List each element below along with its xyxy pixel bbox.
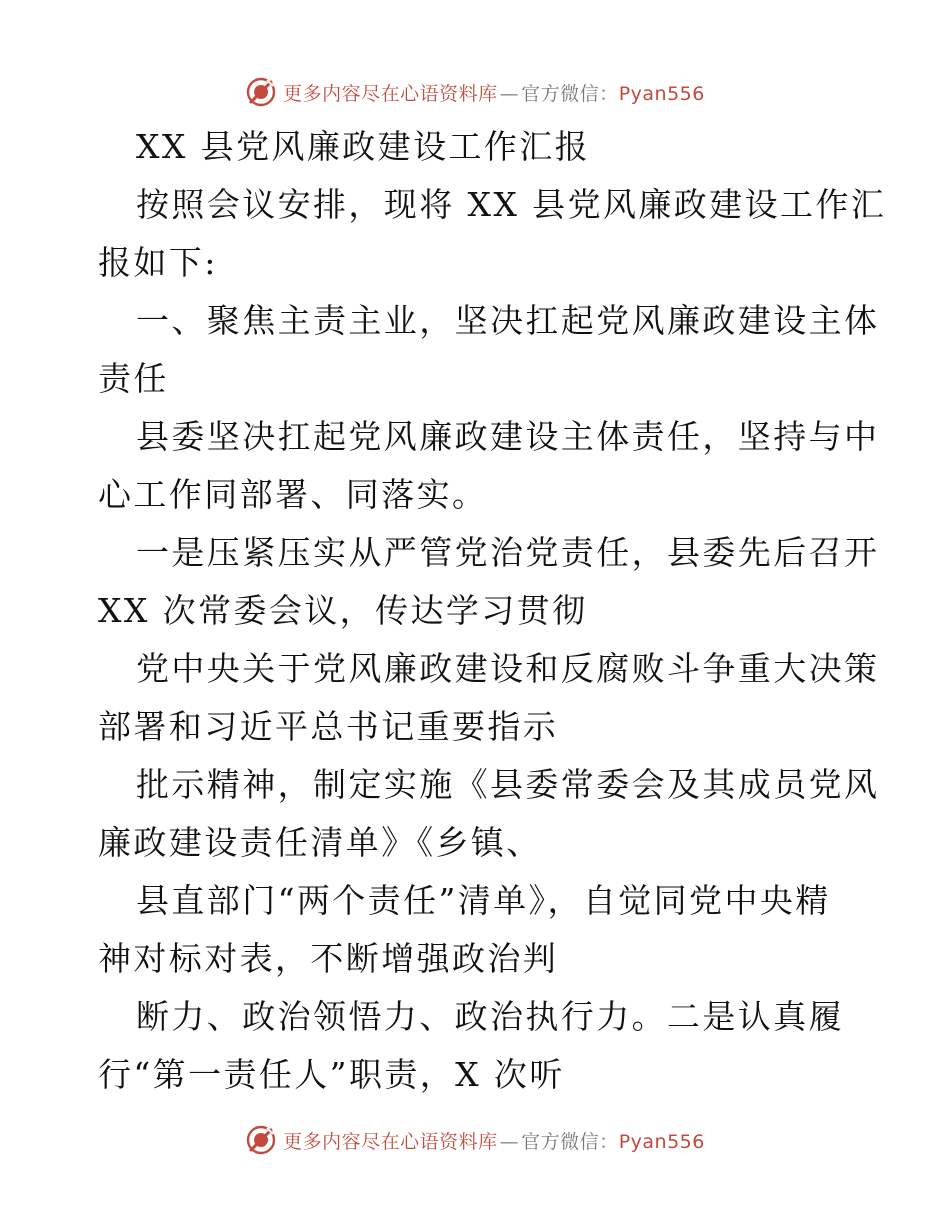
- watermark-handle: Pyan556: [618, 1130, 705, 1153]
- header-watermark: [0, 72, 950, 112]
- paragraph-line: 部署和习近平总书记重要指示: [98, 707, 559, 746]
- paragraph-line: 县委坚决扛起党风廉政建设主体责任，坚持与中: [136, 417, 880, 456]
- document-title: XX 县党风廉政建设工作汇报: [136, 127, 591, 166]
- paragraph-line: XX 次常委会议，传达学习贯彻: [98, 591, 588, 630]
- paragraph-line: 一是压紧压实从严管党治党责任，县委先后召开: [136, 533, 880, 572]
- section-heading-cont: 责任: [98, 359, 169, 398]
- watermark-text: [283, 1127, 705, 1154]
- paragraph-line: 批示精神，制定实施《县委常委会及其成员党风: [136, 765, 880, 804]
- paragraph-line: 报如下:: [98, 243, 218, 282]
- watermark-text: [283, 79, 705, 106]
- paragraph-line: 神对标对表，不断增强政治判: [98, 939, 559, 978]
- paragraph-line: 县直部门“两个责任”清单》，自觉同党中央精: [136, 881, 831, 920]
- paragraph-line: 按照会议安排，现将 XX 县党风廉政建设工作汇: [136, 185, 887, 224]
- footer-watermark: [0, 1120, 950, 1160]
- watermark-main: 更多内容尽在心语资料库: [283, 82, 498, 105]
- watermark-dash: —: [499, 82, 520, 105]
- watermark-main: 更多内容尽在心语资料库: [283, 1130, 498, 1153]
- brand-logo-icon: [245, 76, 277, 108]
- watermark-official: 官方微信：: [521, 82, 619, 105]
- watermark-handle: Pyan556: [618, 82, 705, 105]
- paragraph-line: 断力、政治领悟力、政治执行力。二是认真履: [136, 997, 844, 1036]
- watermark-official: 官方微信：: [521, 1130, 619, 1153]
- document-body: [98, 118, 887, 1104]
- paragraph-line: 行“第一责任人”职责，X 次听: [98, 1055, 565, 1094]
- watermark-dash: —: [499, 1130, 520, 1153]
- paragraph-line: 心工作同部署、同落实。: [98, 475, 488, 514]
- brand-logo-icon: [245, 1124, 277, 1156]
- section-heading: 一、聚焦主责主业，坚决扛起党风廉政建设主体: [136, 301, 880, 340]
- paragraph-line: 廉政建设责任清单》《乡镇、: [98, 823, 542, 862]
- paragraph-line: 党中央关于党风廉政建设和反腐败斗争重大决策: [136, 649, 880, 688]
